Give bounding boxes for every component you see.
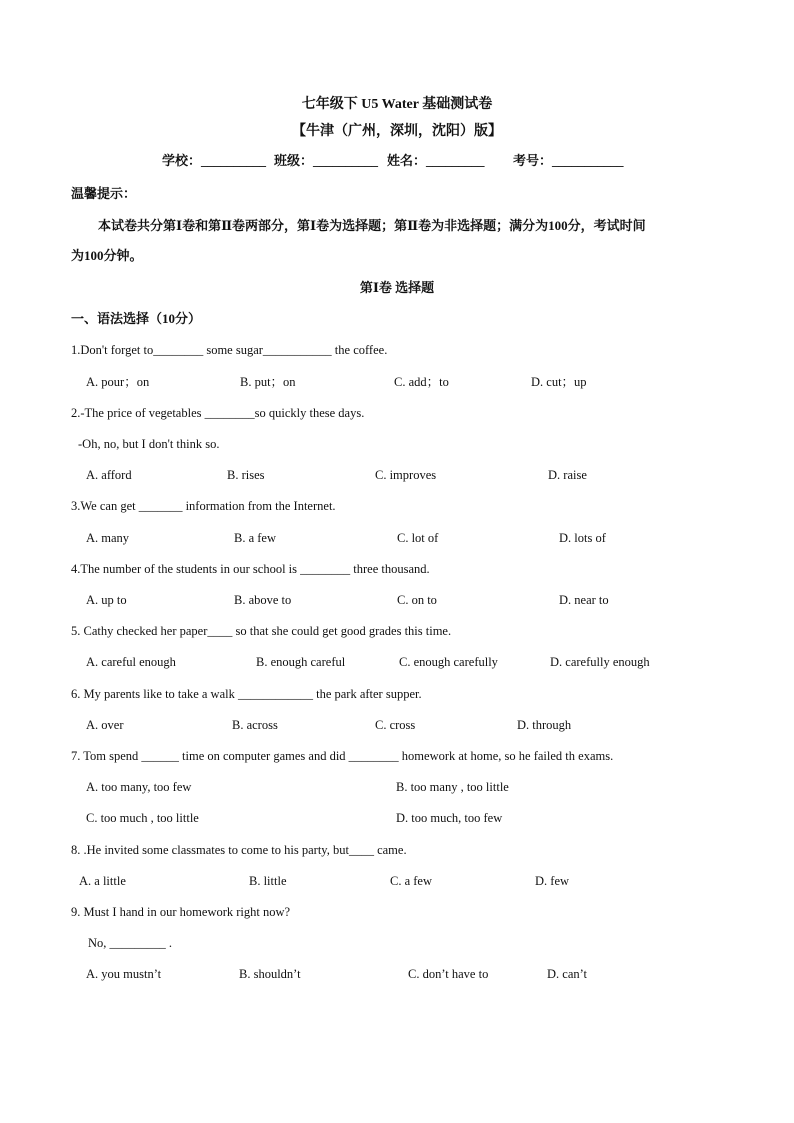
- option-d: D. carefully enough: [550, 655, 650, 669]
- option-d: D. raise: [548, 468, 587, 482]
- option-a: A. too many, too few: [86, 780, 192, 794]
- option-a: A. a little: [79, 874, 126, 888]
- option-c: C. too much , too little: [86, 811, 199, 825]
- question-stem-reply: -Oh, no, but I don't think so.: [78, 437, 220, 451]
- option-c: C. improves: [375, 468, 437, 482]
- name-field: 姓名：_________: [387, 153, 485, 168]
- option-d: D. near to: [559, 593, 609, 607]
- option-a: A. pour；on: [86, 375, 150, 389]
- section-title: 一、语法选择（10分）: [71, 311, 202, 326]
- option-c: C. a few: [390, 874, 432, 888]
- school-field: 学校：__________: [162, 153, 267, 168]
- option-a: A. you mustn’t: [86, 967, 162, 981]
- option-a: A. careful enough: [86, 655, 176, 669]
- exam-edition: 【牛津（广州，深圳，沈阳）版】: [292, 124, 502, 139]
- option-d: D. lots of: [559, 531, 606, 545]
- option-a: A. afford: [86, 468, 132, 482]
- notice-text-line-1: 本试卷共分第Ⅰ卷和第Ⅱ卷两部分，第Ⅰ卷为选择题；第Ⅱ卷为非选择题；满分为100分，考试时间: [98, 218, 646, 233]
- option-c: C. cross: [375, 718, 416, 732]
- exam-title: 七年级下 U5 Water 基础测试卷: [301, 97, 493, 112]
- question-stem: 4.The number of the students in our school is ________ three thousand.: [71, 562, 430, 576]
- option-b: B. shouldn’t: [239, 967, 301, 981]
- option-c: C. add；to: [394, 375, 449, 389]
- question-stem: 7. Tom spend ______ time on computer games and did ________ homework at home, so he failed th exams.: [71, 749, 614, 763]
- option-c: C. don’t have to: [408, 967, 489, 981]
- option-a: A. up to: [86, 593, 127, 607]
- question-stem: 2.-The price of vegetables ________so quickly these days.: [71, 406, 365, 420]
- question-stem-reply: No, _________ .: [88, 936, 173, 950]
- class-field: 班级：__________: [274, 153, 379, 168]
- notice-text-line-2: 为100分钟。: [71, 248, 143, 263]
- option-c: C. lot of: [397, 531, 439, 545]
- question-stem: 3.We can get _______ information from the Internet.: [71, 499, 336, 513]
- option-a: A. many: [86, 531, 130, 545]
- question-stem: 1.Don't forget to________ some sugar___________ the coffee.: [71, 343, 388, 357]
- option-c: C. enough carefully: [399, 655, 498, 669]
- option-b: B. above to: [234, 593, 292, 607]
- question-stem: 8. .He invited some classmates to come to his party, but____ came.: [71, 843, 407, 857]
- option-a: A. over: [86, 718, 124, 732]
- option-d: D. through: [517, 718, 572, 732]
- question-stem: 6. My parents like to take a walk ____________ the park after supper.: [71, 687, 422, 701]
- option-b: B. enough careful: [256, 655, 346, 669]
- notice-heading: 温馨提示：: [71, 186, 137, 201]
- exam-number-field: 考号：___________: [513, 153, 624, 168]
- option-c: C. on to: [397, 593, 437, 607]
- option-d: D. cut；up: [531, 375, 587, 389]
- option-d: D. too much, too few: [396, 811, 503, 825]
- option-b: B. too many , too little: [396, 780, 509, 794]
- option-b: B. a few: [234, 531, 276, 545]
- option-b: B. little: [249, 874, 287, 888]
- option-d: D. few: [535, 874, 570, 888]
- option-b: B. rises: [227, 468, 265, 482]
- option-d: D. can’t: [547, 967, 588, 981]
- part-one-title: 第Ⅰ卷 选择题: [359, 280, 435, 295]
- option-b: B. put；on: [240, 375, 296, 389]
- question-stem: 9. Must I hand in our homework right now?: [71, 905, 291, 919]
- option-b: B. across: [232, 718, 278, 732]
- question-stem: 5. Cathy checked her paper____ so that she could get good grades this time.: [71, 624, 452, 638]
